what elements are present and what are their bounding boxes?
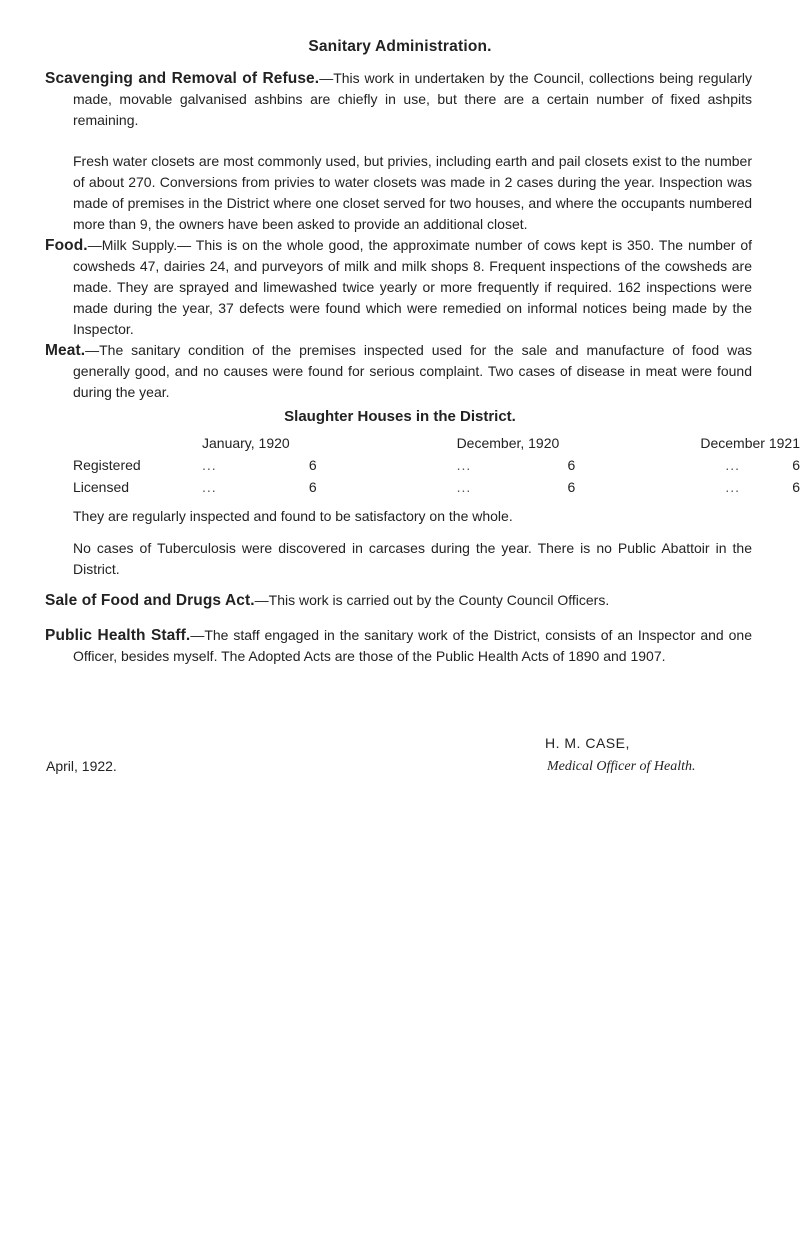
cell-value: 6 <box>792 478 800 495</box>
document-date: April, 1922. <box>46 758 117 774</box>
sale-paragraph <box>0 590 800 611</box>
meat-paragraph <box>0 340 800 403</box>
table-row <box>73 476 800 498</box>
scavenging-paragraph <box>0 68 800 131</box>
slaughter-header-row <box>73 432 800 454</box>
row-label: Licensed <box>73 478 130 495</box>
leader-dots: ... <box>456 478 472 495</box>
column-header: January, 1920 <box>202 434 290 451</box>
cell-value: 6 <box>308 478 317 495</box>
cell-value: 6 <box>308 456 317 473</box>
sale-text: —This work is carried out by the County Council Officers. <box>254 592 610 608</box>
scavenging-heading: Scavenging and Removal of Refuse. <box>45 70 320 87</box>
tuberculosis-paragraph: No cases of Tuberculosis were discovered in carcases during the year. There is no Public Abattoir in the District. <box>73 540 752 577</box>
sale-heading: Sale of Food and Drugs Act. <box>45 592 255 609</box>
closets-section <box>0 151 800 235</box>
staff-section <box>0 625 800 667</box>
meat-section <box>0 340 800 403</box>
table-cell <box>167 476 447 498</box>
meat-text: —The sanitary condition of the premises inspected used for the sale and manufacture of food was generally good, and no causes were found for serious complaint. Two cases of disease in meat were found during the year. <box>73 342 752 400</box>
slaughter-title: Slaughter Houses in the District. <box>284 408 516 425</box>
inspected-section <box>0 506 800 527</box>
sale-section <box>0 590 800 611</box>
table-cell <box>167 454 447 476</box>
signature-role: Medical Officer of Health. <box>547 759 696 774</box>
scavenging-text: —This work in undertaken by the Council, collections being regularly made, movable galvanised ashbins are chiefly in use, but there are a certain number of fixed ashpits remaining. <box>73 70 752 128</box>
slaughter-table <box>73 432 800 498</box>
leader-dots: ... <box>202 478 217 495</box>
staff-text: —The staff engaged in the sanitary work of the District, consists of an Inspector and one Officer, besides myself. The Adopted Acts are those of the Public Health Acts of 1890 and 1907. <box>73 627 752 664</box>
header-blank <box>73 432 167 454</box>
table-cell <box>682 476 800 498</box>
leader-dots: ... <box>456 456 472 473</box>
scavenging-section <box>0 68 800 131</box>
closets-paragraph: Fresh water closets are most commonly used, but privies, including earth and pail closets exist to the number of about 270. Conversions from privies to water closets was made in 2 cases during the year. Inspection was made of premises in the District where one closet served for two houses, and where the occupants numbered more than 9, the owners have been asked to provide an additional closet. <box>73 153 752 232</box>
food-text: —Milk Supply.— This is on the whole good, the approximate number of cows kept is 350. The number of cowsheds 47, dairies 24, and purveyors of milk and milk shops 8. Frequent inspections of the cowsheds are made. They are sprayed and limewashed twice yearly or more frequently if required. 162 inspections were made during the year, 37 defects were found which were remedied on informal notices being made by the Inspector. <box>73 237 752 337</box>
leader-dots: ... <box>725 478 740 495</box>
leader-dots: ... <box>202 456 217 473</box>
cell-value: 6 <box>792 456 800 473</box>
table-cell <box>447 476 682 498</box>
staff-heading: Public Health Staff. <box>45 627 191 644</box>
tuberculosis-section <box>0 538 800 580</box>
food-paragraph <box>0 235 800 340</box>
table-cell <box>447 454 682 476</box>
inspected-paragraph: They are regularly inspected and found to be satisfactory on the whole. <box>73 508 513 524</box>
food-heading: Food. <box>45 237 88 254</box>
food-section <box>0 235 800 340</box>
staff-paragraph <box>0 625 800 667</box>
leader-dots: ... <box>725 456 740 473</box>
cell-value: 6 <box>567 456 576 473</box>
column-header: December 1921 <box>700 434 800 451</box>
page-title: Sanitary Administration. <box>308 38 492 55</box>
meat-heading: Meat. <box>45 342 86 359</box>
signature-name: H. M. CASE, <box>545 735 630 751</box>
table-row <box>73 454 800 476</box>
column-header: December, 1920 <box>456 434 560 451</box>
cell-value: 6 <box>567 478 576 495</box>
row-label: Registered <box>73 456 141 473</box>
table-cell <box>682 454 800 476</box>
